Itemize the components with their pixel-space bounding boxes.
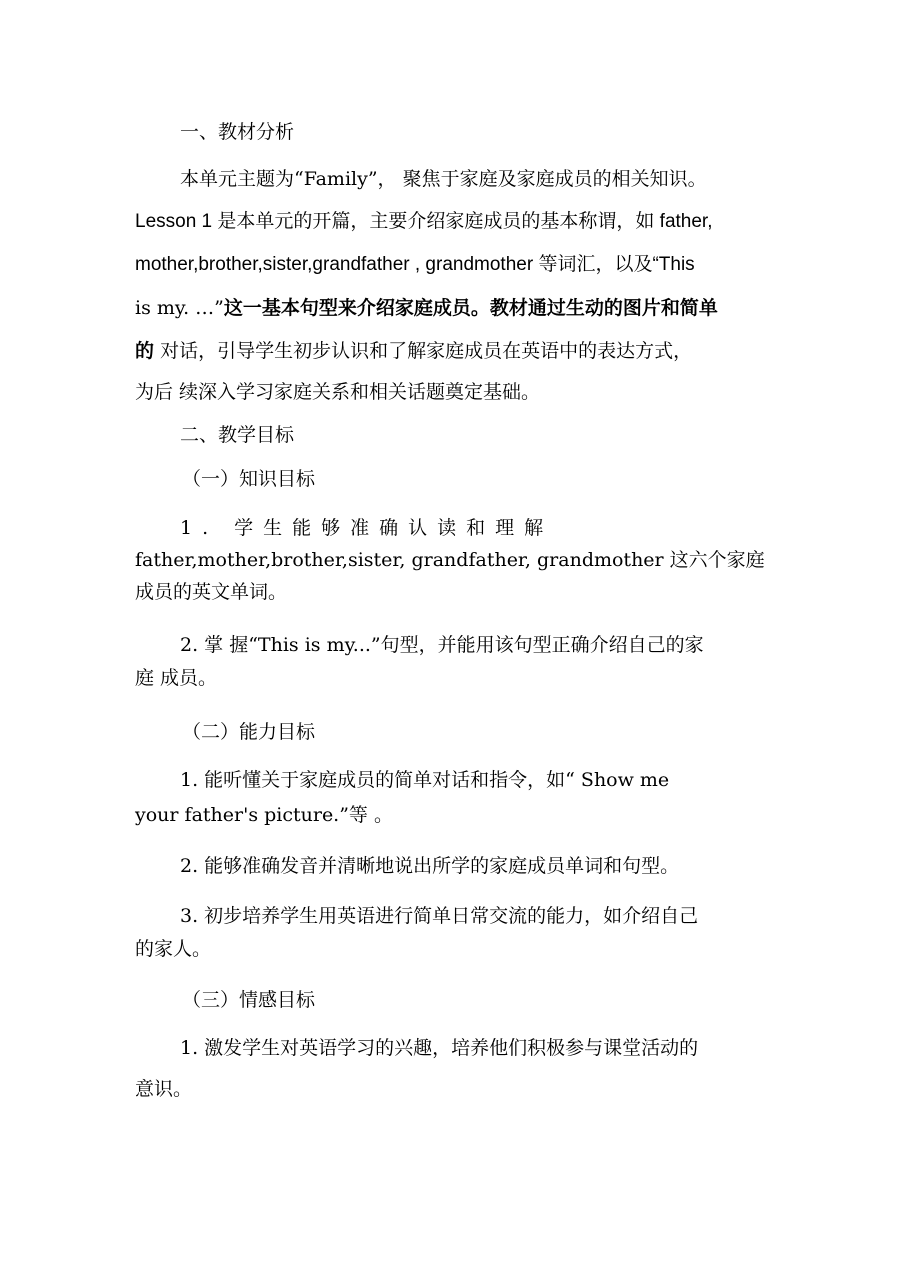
subheading-knowledge: （一）知识目标	[182, 468, 316, 490]
ability-item-1-line-1: 1. 能听懂关于家庭成员的简单对话和指令，如“ Show me	[180, 769, 670, 791]
analysis-line-2: Lesson 1 是本单元的开篇，主要介绍家庭成员的基本称谓，如 father,	[135, 211, 713, 232]
knowledge-item-2-line-2: 庭 成员。	[135, 667, 218, 689]
subheading-ability: （二）能力目标	[182, 721, 316, 743]
analysis-line-3: mother,brother,sister,grandfather , grandmother 等词汇，以及“This	[135, 254, 695, 275]
analysis-line-5	[135, 339, 692, 363]
section-heading-analysis: 一、教材分析	[180, 121, 295, 143]
ability-item-3-line-2: 的家人。	[135, 938, 212, 960]
knowledge-item-1-line-2: father,mother,brother,sister, grandfather, grandmother 这六个家庭	[135, 549, 765, 571]
emotion-item-1-line-1: 1. 激发学生对英语学习的兴趣，培养他们积极参与课堂活动的	[180, 1037, 699, 1059]
analysis-line-4	[135, 296, 718, 320]
analysis-line-6: 为后 续深入学习家庭关系和相关话题奠定基础。	[135, 381, 541, 403]
knowledge-item-1-line-1: 1. 学生能够准确认读和理解	[180, 517, 554, 539]
analysis-line-5-bold: 的	[135, 340, 155, 362]
ability-item-2-line-1: 2. 能够准确发音并清晰地说出所学的家庭成员单词和句型。	[180, 855, 680, 877]
analysis-line-4-bold: 这一基本句型来介绍家庭成员。教材通过生动的图片和简单	[223, 297, 718, 319]
analysis-line-4-normal: is my. …”	[135, 297, 224, 319]
knowledge-item-1-line-3: 成员的英文单词。	[135, 581, 288, 603]
subheading-emotion: （三）情感目标	[182, 989, 316, 1011]
section-heading-objectives: 二、教学目标	[180, 424, 295, 446]
analysis-line-5-normal: 对话，引导学生初步认识和了解家庭成员在英语中的表达方式，	[160, 340, 693, 362]
ability-item-3-line-1: 3. 初步培养学生用英语进行简单日常交流的能力，如介绍自己	[180, 905, 699, 927]
emotion-item-1-line-2: 意识。	[135, 1078, 193, 1100]
ability-item-1-line-2: your father's picture.”等 。	[135, 804, 393, 826]
analysis-line-1: 本单元主题为“Family”， 聚焦于家庭及家庭成员的相关知识。	[180, 168, 707, 190]
knowledge-item-2-line-1: 2. 掌 握“This is my...”句型，并能用该句型正确介绍自己的家	[180, 634, 704, 656]
